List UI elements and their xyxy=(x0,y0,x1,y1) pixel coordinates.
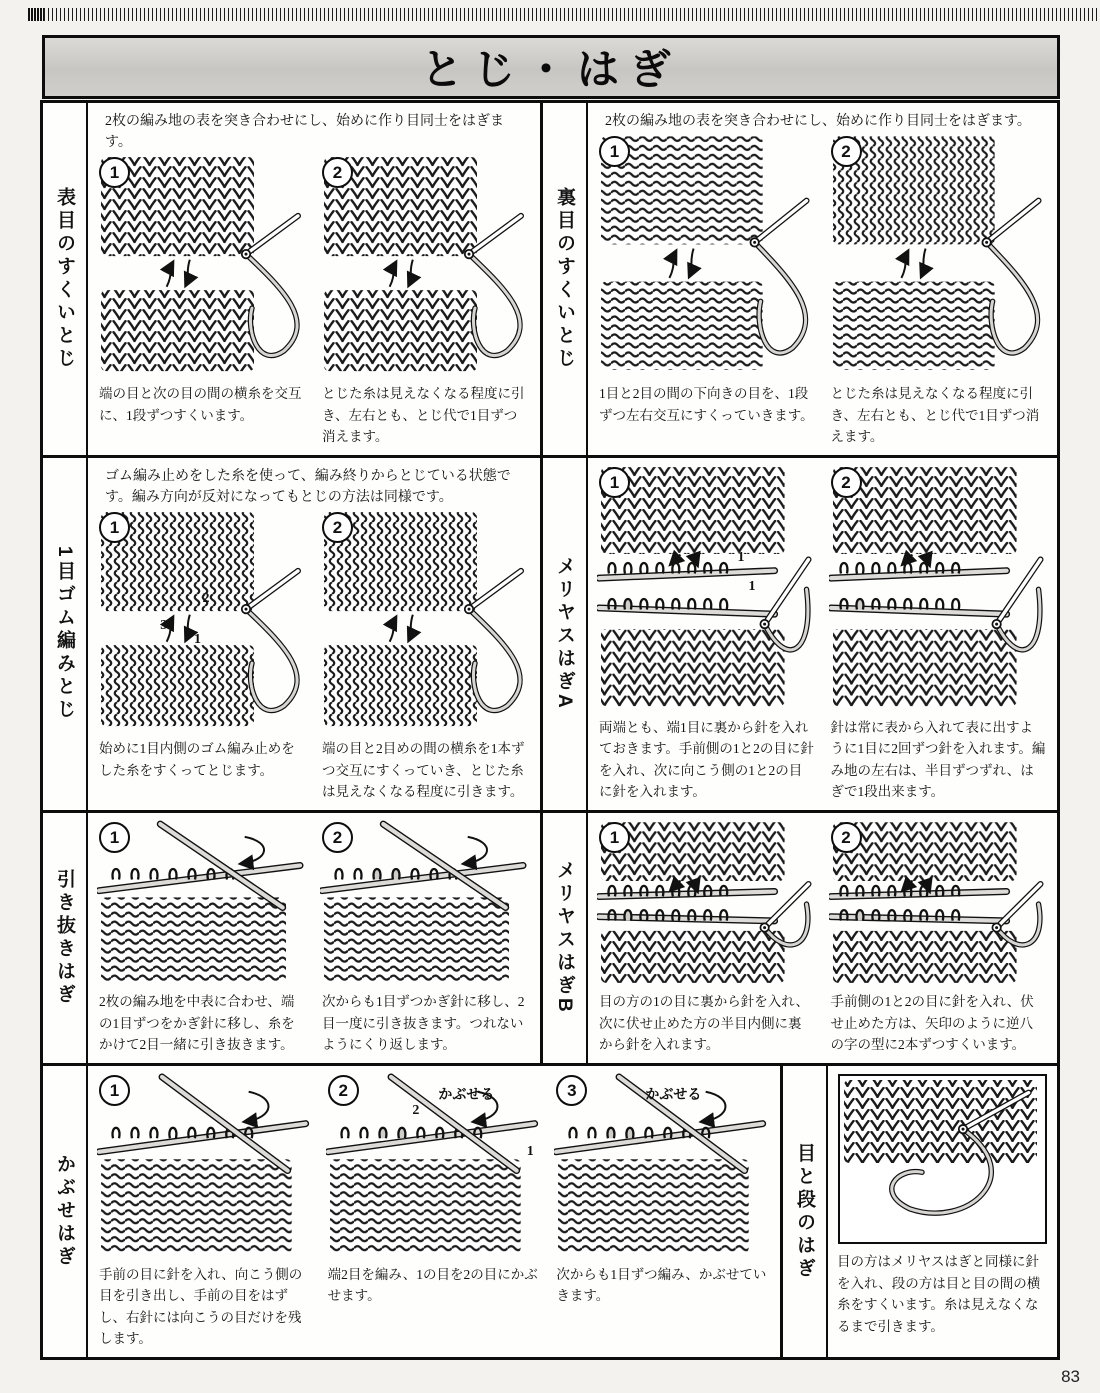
step-number-badge: 2 xyxy=(831,136,862,167)
section-title-vertical: メリヤスはぎB xyxy=(543,813,588,1063)
step-number-badge: 2 xyxy=(322,822,353,853)
figure-annotation: 2 xyxy=(412,1103,420,1119)
step-caption: 目の方はメリヤスはぎと同様に針を入れ、段の方は目と目の間の横糸をすくいます。糸は見えなくなるまで引きます。 xyxy=(837,1254,1041,1334)
knitting-illustration xyxy=(829,134,1049,380)
step-caption: 始めに1目内側のゴム編み止めをした糸をすくってとじます。 xyxy=(99,741,295,778)
knitting-illustration xyxy=(97,510,308,735)
step-number-badge: 2 xyxy=(831,822,862,853)
step-caption: 端2目を編み、1の目を2の目にかぶせます。 xyxy=(327,1266,538,1304)
figure-annotation: かぶせる xyxy=(438,1088,495,1104)
step-caption: 2枚の編み地を中表に合わせ、端の1目ずつをかぎ針に移し、糸をかけて2目一緒に引き抜きます。 xyxy=(99,994,295,1053)
page-title-banner xyxy=(42,35,1060,99)
knitting-illustration xyxy=(597,820,817,988)
section-title-vertical: 裏目のすくいとじ xyxy=(543,103,588,455)
section-omote-sukui-toji xyxy=(43,103,540,455)
step-number-badge: 2 xyxy=(322,157,353,188)
section-title-vertical: 1目ゴム編みとじ xyxy=(43,458,88,810)
section-title-vertical: 表目のすくいとじ xyxy=(43,103,88,455)
step-caption: 手前の目に針を入れ、向こう側の目を引き出し、手前の目をはずし、右針には向こうの目だけを残します。 xyxy=(99,1266,303,1347)
row-1 xyxy=(43,103,1057,458)
step-number-badge: 3 xyxy=(556,1075,587,1106)
figure-annotation: かぶせる xyxy=(645,1088,702,1104)
figure-annotation: 1 xyxy=(748,579,756,595)
step-number-badge: 2 xyxy=(831,467,862,498)
figure-annotation: 1 xyxy=(526,1144,534,1160)
step-caption: 手前側の1と2の目に針を入れ、伏せ止めた方は、矢印のように逆八の字の型に2本ずつすくいます。 xyxy=(830,994,1034,1053)
step-caption: 両端とも、端1目に裏から針を入れておきます。手前側の1と2の目に針を入れ、次に向こう側の1と2の目に針を入れます。 xyxy=(599,719,814,800)
knitting-illustration xyxy=(326,1073,543,1261)
section-hikinuki-hagi xyxy=(43,813,540,1063)
step-number-badge: 2 xyxy=(328,1075,359,1106)
knitting-illustration xyxy=(597,134,817,380)
step-number-badge: 1 xyxy=(599,467,630,498)
section-intro: 2枚の編み地の表を突き合わせにし、始めに作り目同士をはぎます。 xyxy=(605,114,1031,129)
step-caption: とじた糸は見えなくなる程度に引き、左右とも、とじ代で1目ずつ消えます。 xyxy=(830,386,1040,445)
figure-annotation: 2 xyxy=(202,591,210,607)
step-caption: 端の目と次の目の間の横糸を交互に、1段ずつすくいます。 xyxy=(99,386,302,423)
page-number: 83 xyxy=(1061,1367,1080,1386)
section-kabuse-hagi xyxy=(43,1066,780,1357)
section-me-to-dan-no-hagi xyxy=(780,1066,1057,1357)
knitting-illustration xyxy=(97,820,308,988)
knitting-illustration xyxy=(829,465,1049,714)
step-caption: とじた糸は見えなくなる程度に引き、左右とも、とじ代で1目ずつ消えます。 xyxy=(322,386,525,445)
section-meriyasu-hagi-b xyxy=(540,813,1057,1063)
section-intro: 2枚の編み地の表を突き合わせにし、始めに作り目同士をはぎます。 xyxy=(105,114,504,150)
step-number-badge: 1 xyxy=(99,157,130,188)
step-number-badge: 1 xyxy=(599,822,630,853)
step-caption: 次からも1目ずつ編み、かぶせていきます。 xyxy=(556,1266,767,1304)
step-number-badge: 1 xyxy=(99,512,130,543)
section-title-vertical: 目と段のはぎ xyxy=(783,1066,828,1357)
figure-annotation: 1 xyxy=(194,631,202,647)
step-number-badge: 1 xyxy=(599,136,630,167)
knitting-illustration xyxy=(320,155,531,380)
row-2 xyxy=(43,458,1057,813)
section-meriyasu-hagi-a xyxy=(540,458,1057,810)
figure-annotation: 1 xyxy=(737,549,745,565)
knitting-illustration xyxy=(97,1073,314,1261)
step-number-badge: 1 xyxy=(99,1075,130,1106)
knitting-illustration xyxy=(829,820,1049,988)
figure-annotation: 3 xyxy=(160,618,168,634)
step-caption: 次からも1目ずつかぎ針に移し、2目一度に引き抜きます。つれないようにくり返します。 xyxy=(322,994,525,1053)
step-caption: 端の目と2目めの間の横糸を1本ずつ交互にすくっていき、とじた糸は見えなくなる程度に引きます。 xyxy=(322,741,525,800)
row-3 xyxy=(43,813,1057,1066)
knitting-illustration xyxy=(597,465,817,714)
section-title-vertical: 引き抜きはぎ xyxy=(43,813,88,1063)
section-gomuami-toji xyxy=(43,458,540,810)
section-title-vertical: かぶせはぎ xyxy=(43,1066,88,1357)
page-title: とじ・はぎ xyxy=(420,46,681,93)
section-intro: ゴム編み止めをした糸を使って、編み終りからとじている状態です。編み方向が反対になってもとじの方法は同様です。 xyxy=(105,469,511,505)
row-4 xyxy=(43,1066,1057,1357)
step-caption: 針は常に表から入れて表に出すように1目に2回ずつ針を入れます。編み地の左右は、半目ずつずれ、はぎで1段出来ます。 xyxy=(830,719,1046,800)
knitting-illustration xyxy=(320,820,531,988)
step-caption: 1目と2目の間の下向きの目を、1段ずつ左右交互にすくっていきます。 xyxy=(599,386,814,423)
instruction-grid xyxy=(40,100,1060,1360)
knitting-illustration xyxy=(97,155,308,380)
knitting-illustration xyxy=(320,510,531,735)
section-title-vertical: メリヤスはぎA xyxy=(543,458,588,810)
step-number-badge: 1 xyxy=(99,822,130,853)
step-caption: 目の方の1の目に裏から針を入れ、次に伏せ止めた方の半目内側に裏から針を入れます。 xyxy=(599,994,810,1053)
section-ura-sukui-toji xyxy=(540,103,1057,455)
decorative-filmstrip xyxy=(28,8,1100,21)
step-number-badge: 2 xyxy=(322,512,353,543)
knitting-illustration xyxy=(840,1076,1045,1242)
